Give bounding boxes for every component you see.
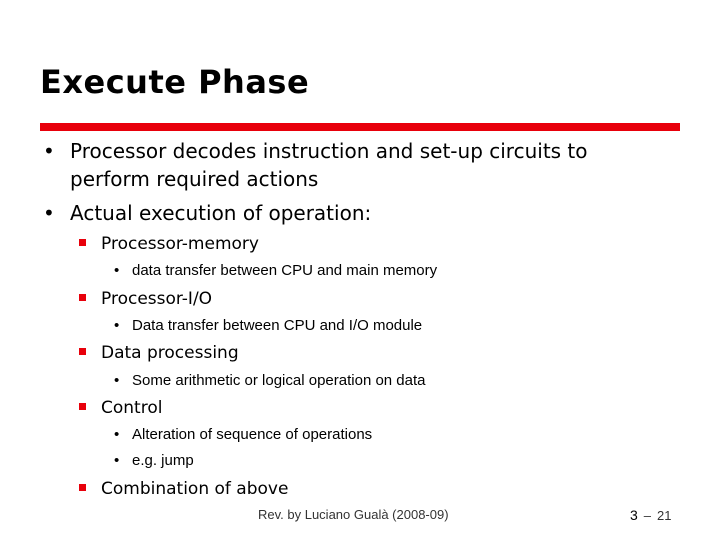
sub-item-label: Data processing (101, 343, 239, 363)
detail-text: Some arithmetic or logical operation on data (132, 372, 426, 389)
sub-item (101, 342, 239, 364)
square-bullet-icon (79, 484, 86, 491)
detail-item (114, 261, 438, 281)
sub-item-label: Processor-memory (101, 234, 259, 254)
chapter-number: 3 (630, 507, 638, 523)
detail-item (114, 371, 426, 391)
slide-footer: Rev. by Luciano Gualà (2008-09) (258, 507, 449, 522)
sub-item (101, 478, 288, 500)
sub-item (101, 233, 259, 255)
bullet-dot-icon: • (114, 452, 120, 469)
bullet-text: Actual execution of operation: (70, 201, 372, 225)
page-separator: – (643, 508, 652, 523)
detail-item (114, 316, 423, 336)
square-bullet-icon (79, 403, 86, 410)
square-bullet-icon (79, 294, 86, 301)
bullet-dot-icon: • (43, 201, 55, 225)
bullet-item (43, 137, 670, 193)
detail-text: Alteration of sequence of operations (132, 426, 373, 443)
bullet-dot-icon: • (114, 372, 120, 389)
detail-item (114, 425, 373, 445)
sub-item (101, 397, 162, 419)
page-number (630, 507, 672, 524)
detail-text: data transfer between CPU and main memory (132, 262, 438, 279)
bullet-dot-icon: • (114, 426, 120, 443)
bullet-item (43, 199, 670, 227)
detail-item (114, 451, 194, 471)
bullet-dot-icon: • (114, 262, 120, 279)
sub-item-label: Processor-I/O (101, 289, 213, 309)
sub-item-label: Combination of above (101, 479, 289, 499)
square-bullet-icon (79, 239, 86, 246)
bullet-dot-icon: • (43, 139, 55, 163)
detail-text: Data transfer between CPU and I/O module (132, 317, 423, 334)
square-bullet-icon (79, 348, 86, 355)
page-index: 21 (657, 508, 672, 523)
bullet-text: Processor decodes instruction and set-up circuits to perform required actions (70, 139, 588, 191)
sub-item (101, 288, 212, 310)
slide-title: Execute Phase (40, 63, 310, 101)
bullet-dot-icon: • (114, 317, 120, 334)
sub-item-label: Control (101, 398, 163, 418)
detail-text: e.g. jump (132, 452, 194, 469)
